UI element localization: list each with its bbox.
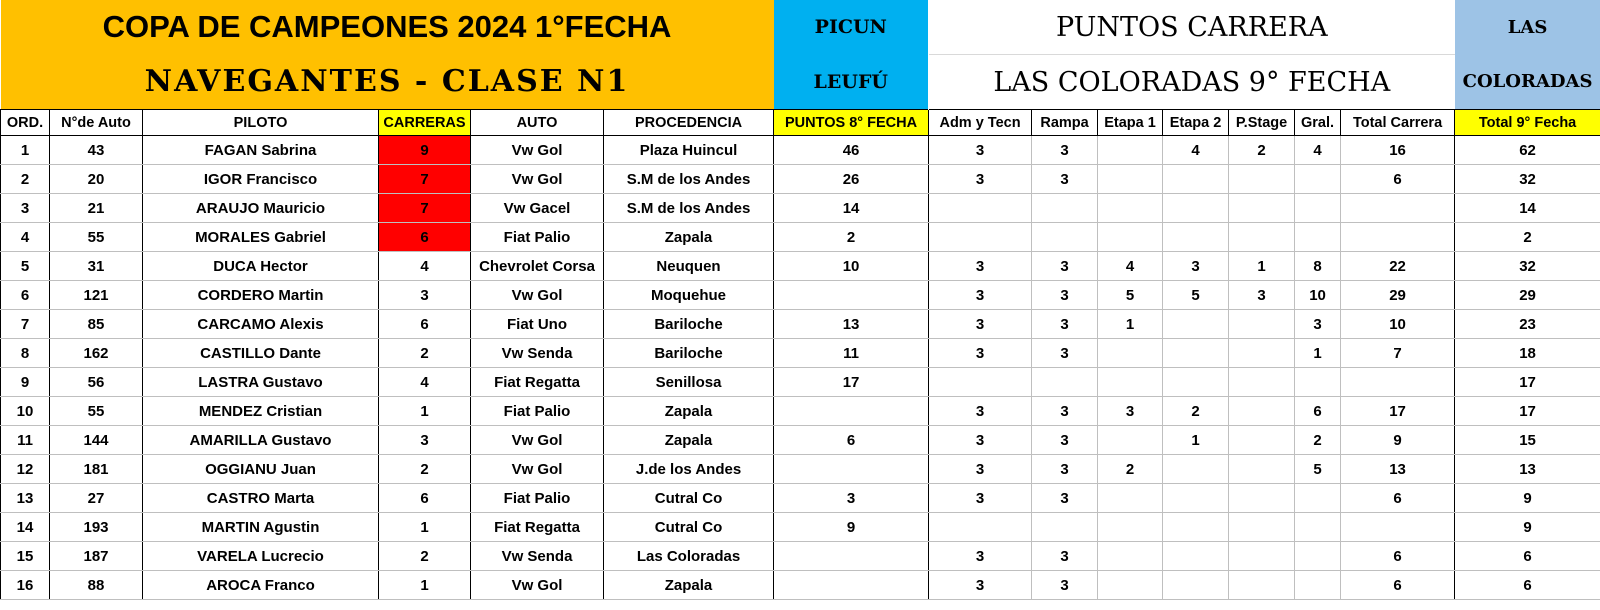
las-label-bottom: COLORADAS xyxy=(1455,55,1600,110)
cell-ord: 3 xyxy=(1,194,50,223)
cell-rampa: 3 xyxy=(1032,455,1098,484)
cell-auto: Vw Gol xyxy=(471,281,604,310)
cell-adm-tecn: 3 xyxy=(929,571,1032,600)
cell-auto-num: 121 xyxy=(50,281,143,310)
cell-p-stage xyxy=(1229,368,1295,397)
cell-carreras: 2 xyxy=(379,339,471,368)
cell-total-carrera: 6 xyxy=(1341,571,1455,600)
cell-total-carrera xyxy=(1341,513,1455,542)
cell-etapa-2 xyxy=(1163,223,1229,252)
cell-rampa: 3 xyxy=(1032,339,1098,368)
cell-puntos-8-fecha: 6 xyxy=(774,426,929,455)
cell-carreras: 6 xyxy=(379,310,471,339)
cell-carreras: 4 xyxy=(379,368,471,397)
cell-procedencia: Zapala xyxy=(604,571,774,600)
cell-rampa: 3 xyxy=(1032,571,1098,600)
cell-rampa xyxy=(1032,223,1098,252)
cell-rampa: 3 xyxy=(1032,542,1098,571)
cell-puntos-8-fecha: 17 xyxy=(774,368,929,397)
table-row xyxy=(1,513,1600,542)
cell-ord: 5 xyxy=(1,252,50,281)
cell-etapa-1: 4 xyxy=(1098,252,1163,281)
cell-ord: 1 xyxy=(1,136,50,165)
las-label-top: LAS xyxy=(1455,0,1600,55)
cell-carreras: 1 xyxy=(379,571,471,600)
cell-total-carrera: 10 xyxy=(1341,310,1455,339)
cell-adm-tecn: 3 xyxy=(929,484,1032,513)
table-row xyxy=(1,281,1600,310)
cell-auto-num: 55 xyxy=(50,223,143,252)
cell-total-9-fecha: 32 xyxy=(1455,252,1600,281)
cell-procedencia: Zapala xyxy=(604,397,774,426)
column-header-row xyxy=(1,110,1600,136)
cell-rampa: 3 xyxy=(1032,397,1098,426)
table-row xyxy=(1,426,1600,455)
cell-adm-tecn: 3 xyxy=(929,310,1032,339)
cell-carreras: 4 xyxy=(379,252,471,281)
cell-procedencia: Cutral Co xyxy=(604,484,774,513)
cell-procedencia: Bariloche xyxy=(604,339,774,368)
cell-gral: 5 xyxy=(1295,455,1341,484)
cell-piloto: CARCAMO Alexis xyxy=(143,310,379,339)
cell-piloto: CASTRO Marta xyxy=(143,484,379,513)
cell-puntos-8-fecha: 2 xyxy=(774,223,929,252)
cell-gral xyxy=(1295,368,1341,397)
cell-auto: Vw Gol xyxy=(471,571,604,600)
cell-puntos-8-fecha xyxy=(774,281,929,310)
cell-adm-tecn xyxy=(929,223,1032,252)
cell-puntos-8-fecha xyxy=(774,571,929,600)
cell-gral: 2 xyxy=(1295,426,1341,455)
cell-piloto: VARELA Lucrecio xyxy=(143,542,379,571)
cell-procedencia: Neuquen xyxy=(604,252,774,281)
cell-auto-num: 55 xyxy=(50,397,143,426)
cell-total-9-fecha: 6 xyxy=(1455,542,1600,571)
cell-p-stage xyxy=(1229,339,1295,368)
cell-total-9-fecha: 15 xyxy=(1455,426,1600,455)
cell-puntos-8-fecha: 14 xyxy=(774,194,929,223)
cell-auto: Vw Gol xyxy=(471,455,604,484)
cell-auto-num: 187 xyxy=(50,542,143,571)
cell-p-stage xyxy=(1229,310,1295,339)
table-row xyxy=(1,339,1600,368)
cell-etapa-2 xyxy=(1163,484,1229,513)
cell-ord: 4 xyxy=(1,223,50,252)
cell-puntos-8-fecha xyxy=(774,542,929,571)
cell-adm-tecn: 3 xyxy=(929,455,1032,484)
col-puntos-8-fecha: PUNTOS 8° FECHA xyxy=(774,110,929,136)
table-row xyxy=(1,368,1600,397)
cell-etapa-1: 2 xyxy=(1098,455,1163,484)
cell-auto-num: 88 xyxy=(50,571,143,600)
cell-etapa-1 xyxy=(1098,484,1163,513)
cell-carreras: 9 xyxy=(379,136,471,165)
col-total-carrera: Total Carrera xyxy=(1341,110,1455,136)
col-auto-num: N°de Auto xyxy=(50,110,143,136)
cell-etapa-1 xyxy=(1098,368,1163,397)
cell-etapa-2: 5 xyxy=(1163,281,1229,310)
cell-total-carrera: 22 xyxy=(1341,252,1455,281)
cell-auto-num: 162 xyxy=(50,339,143,368)
cell-procedencia: Moquehue xyxy=(604,281,774,310)
cell-gral: 3 xyxy=(1295,310,1341,339)
cell-carreras: 3 xyxy=(379,281,471,310)
cell-carreras: 2 xyxy=(379,542,471,571)
cell-procedencia: Las Coloradas xyxy=(604,542,774,571)
cell-etapa-1 xyxy=(1098,571,1163,600)
cell-p-stage: 2 xyxy=(1229,136,1295,165)
cell-adm-tecn xyxy=(929,368,1032,397)
cell-total-9-fecha: 17 xyxy=(1455,368,1600,397)
cell-total-carrera: 29 xyxy=(1341,281,1455,310)
cell-gral xyxy=(1295,194,1341,223)
cell-auto-num: 144 xyxy=(50,426,143,455)
cell-ord: 11 xyxy=(1,426,50,455)
col-rampa: Rampa xyxy=(1032,110,1098,136)
table-row xyxy=(1,310,1600,339)
cell-carreras: 1 xyxy=(379,513,471,542)
cell-etapa-1 xyxy=(1098,339,1163,368)
cell-adm-tecn: 3 xyxy=(929,281,1032,310)
cell-puntos-8-fecha: 3 xyxy=(774,484,929,513)
cell-piloto: AROCA Franco xyxy=(143,571,379,600)
cell-total-9-fecha: 14 xyxy=(1455,194,1600,223)
cell-etapa-2 xyxy=(1163,368,1229,397)
cell-total-carrera: 9 xyxy=(1341,426,1455,455)
cell-rampa: 3 xyxy=(1032,484,1098,513)
cell-ord: 6 xyxy=(1,281,50,310)
cell-ord: 7 xyxy=(1,310,50,339)
cell-auto-num: 20 xyxy=(50,165,143,194)
table-row xyxy=(1,455,1600,484)
cell-total-9-fecha: 29 xyxy=(1455,281,1600,310)
cell-etapa-2 xyxy=(1163,165,1229,194)
cell-puntos-8-fecha: 13 xyxy=(774,310,929,339)
cell-auto-num: 85 xyxy=(50,310,143,339)
cell-rampa: 3 xyxy=(1032,310,1098,339)
col-procedencia: PROCEDENCIA xyxy=(604,110,774,136)
cell-total-9-fecha: 13 xyxy=(1455,455,1600,484)
cell-p-stage xyxy=(1229,223,1295,252)
cell-piloto: AMARILLA Gustavo xyxy=(143,426,379,455)
cell-etapa-2 xyxy=(1163,571,1229,600)
cell-adm-tecn: 3 xyxy=(929,397,1032,426)
cell-ord: 8 xyxy=(1,339,50,368)
cell-gral xyxy=(1295,223,1341,252)
cell-ord: 13 xyxy=(1,484,50,513)
cell-piloto: CORDERO Martin xyxy=(143,281,379,310)
cell-gral: 1 xyxy=(1295,339,1341,368)
cell-rampa xyxy=(1032,513,1098,542)
cell-gral: 10 xyxy=(1295,281,1341,310)
cell-total-carrera: 7 xyxy=(1341,339,1455,368)
cell-ord: 12 xyxy=(1,455,50,484)
cell-auto-num: 21 xyxy=(50,194,143,223)
table-row xyxy=(1,484,1600,513)
cell-piloto: LASTRA Gustavo xyxy=(143,368,379,397)
cell-puntos-8-fecha: 26 xyxy=(774,165,929,194)
cell-procedencia: Cutral Co xyxy=(604,513,774,542)
cell-total-9-fecha: 18 xyxy=(1455,339,1600,368)
cell-total-carrera: 13 xyxy=(1341,455,1455,484)
cell-total-carrera xyxy=(1341,223,1455,252)
cell-ord: 15 xyxy=(1,542,50,571)
cell-procedencia: Zapala xyxy=(604,223,774,252)
cell-gral xyxy=(1295,542,1341,571)
cell-total-9-fecha: 6 xyxy=(1455,571,1600,600)
cell-procedencia: S.M de los Andes xyxy=(604,194,774,223)
cell-etapa-1 xyxy=(1098,223,1163,252)
cell-puntos-8-fecha: 46 xyxy=(774,136,929,165)
table-row xyxy=(1,136,1600,165)
cell-ord: 9 xyxy=(1,368,50,397)
cell-piloto: MORALES Gabriel xyxy=(143,223,379,252)
cell-adm-tecn xyxy=(929,513,1032,542)
cell-etapa-1 xyxy=(1098,165,1163,194)
cell-carreras: 2 xyxy=(379,455,471,484)
cell-auto-num: 43 xyxy=(50,136,143,165)
cell-total-9-fecha: 2 xyxy=(1455,223,1600,252)
cell-p-stage xyxy=(1229,426,1295,455)
cell-ord: 2 xyxy=(1,165,50,194)
cell-gral: 4 xyxy=(1295,136,1341,165)
cell-auto: Vw Gol xyxy=(471,426,604,455)
cell-ord: 16 xyxy=(1,571,50,600)
cell-rampa: 3 xyxy=(1032,426,1098,455)
cell-etapa-2 xyxy=(1163,194,1229,223)
cell-etapa-2 xyxy=(1163,455,1229,484)
cell-total-9-fecha: 17 xyxy=(1455,397,1600,426)
title-line-1: COPA DE CAMPEONES 2024 1°FECHA xyxy=(1,0,774,55)
cell-etapa-2: 3 xyxy=(1163,252,1229,281)
table-row xyxy=(1,252,1600,281)
cell-carreras: 3 xyxy=(379,426,471,455)
cell-rampa: 3 xyxy=(1032,165,1098,194)
cell-total-9-fecha: 62 xyxy=(1455,136,1600,165)
cell-etapa-1 xyxy=(1098,426,1163,455)
cell-total-9-fecha: 23 xyxy=(1455,310,1600,339)
cell-adm-tecn: 3 xyxy=(929,426,1032,455)
cell-etapa-1: 1 xyxy=(1098,310,1163,339)
col-carreras: CARRERAS xyxy=(379,110,471,136)
puntos-carrera-heading: PUNTOS CARRERA xyxy=(929,0,1455,55)
cell-p-stage xyxy=(1229,513,1295,542)
cell-etapa-1 xyxy=(1098,542,1163,571)
cell-ord: 14 xyxy=(1,513,50,542)
col-etapa-1: Etapa 1 xyxy=(1098,110,1163,136)
cell-piloto: DUCA Hector xyxy=(143,252,379,281)
cell-etapa-2: 2 xyxy=(1163,397,1229,426)
cell-etapa-1: 3 xyxy=(1098,397,1163,426)
cell-puntos-8-fecha: 9 xyxy=(774,513,929,542)
col-piloto: PILOTO xyxy=(143,110,379,136)
col-adm-tecn: Adm y Tecn xyxy=(929,110,1032,136)
table-row xyxy=(1,223,1600,252)
standings-rows xyxy=(1,136,1600,600)
cell-auto-num: 27 xyxy=(50,484,143,513)
cell-gral: 8 xyxy=(1295,252,1341,281)
cell-auto-num: 181 xyxy=(50,455,143,484)
cell-auto: Fiat Palio xyxy=(471,223,604,252)
table-row xyxy=(1,165,1600,194)
picun-label-bottom: LEUFÚ xyxy=(774,55,929,110)
cell-adm-tecn: 3 xyxy=(929,339,1032,368)
cell-rampa: 3 xyxy=(1032,281,1098,310)
col-gral: Gral. xyxy=(1295,110,1341,136)
cell-auto-num: 31 xyxy=(50,252,143,281)
cell-auto: Vw Senda xyxy=(471,339,604,368)
cell-total-carrera: 16 xyxy=(1341,136,1455,165)
cell-etapa-2: 4 xyxy=(1163,136,1229,165)
cell-piloto: MARTIN Agustin xyxy=(143,513,379,542)
cell-total-carrera: 17 xyxy=(1341,397,1455,426)
cell-gral xyxy=(1295,165,1341,194)
table-row xyxy=(1,397,1600,426)
cell-auto: Fiat Uno xyxy=(471,310,604,339)
cell-adm-tecn: 3 xyxy=(929,542,1032,571)
cell-etapa-2: 1 xyxy=(1163,426,1229,455)
cell-total-carrera: 6 xyxy=(1341,484,1455,513)
cell-procedencia: S.M de los Andes xyxy=(604,165,774,194)
cell-adm-tecn xyxy=(929,194,1032,223)
cell-auto: Fiat Palio xyxy=(471,484,604,513)
cell-total-9-fecha: 9 xyxy=(1455,513,1600,542)
cell-p-stage: 3 xyxy=(1229,281,1295,310)
cell-auto: Vw Gacel xyxy=(471,194,604,223)
cell-puntos-8-fecha: 11 xyxy=(774,339,929,368)
table-row xyxy=(1,194,1600,223)
cell-adm-tecn: 3 xyxy=(929,165,1032,194)
cell-piloto: IGOR Francisco xyxy=(143,165,379,194)
cell-etapa-1 xyxy=(1098,513,1163,542)
cell-piloto: ARAUJO Mauricio xyxy=(143,194,379,223)
cell-etapa-2 xyxy=(1163,310,1229,339)
table-row xyxy=(1,542,1600,571)
col-p-stage: P.Stage xyxy=(1229,110,1295,136)
cell-puntos-8-fecha: 10 xyxy=(774,252,929,281)
col-ord: ORD. xyxy=(1,110,50,136)
cell-auto: Fiat Regatta xyxy=(471,513,604,542)
cell-carreras: 7 xyxy=(379,194,471,223)
cell-auto: Chevrolet Corsa xyxy=(471,252,604,281)
cell-p-stage xyxy=(1229,571,1295,600)
cell-piloto: FAGAN Sabrina xyxy=(143,136,379,165)
cell-p-stage xyxy=(1229,397,1295,426)
cell-gral: 6 xyxy=(1295,397,1341,426)
cell-rampa xyxy=(1032,368,1098,397)
cell-piloto: MENDEZ Cristian xyxy=(143,397,379,426)
cell-gral xyxy=(1295,571,1341,600)
cell-puntos-8-fecha xyxy=(774,397,929,426)
cell-piloto: OGGIANU Juan xyxy=(143,455,379,484)
cell-carreras: 7 xyxy=(379,165,471,194)
cell-rampa: 3 xyxy=(1032,252,1098,281)
cell-gral xyxy=(1295,513,1341,542)
cell-carreras: 6 xyxy=(379,484,471,513)
cell-total-carrera xyxy=(1341,194,1455,223)
cell-procedencia: Bariloche xyxy=(604,310,774,339)
col-auto: AUTO xyxy=(471,110,604,136)
cell-p-stage: 1 xyxy=(1229,252,1295,281)
cell-total-9-fecha: 32 xyxy=(1455,165,1600,194)
cell-auto: Fiat Regatta xyxy=(471,368,604,397)
cell-etapa-2 xyxy=(1163,513,1229,542)
cell-ord: 10 xyxy=(1,397,50,426)
cell-auto: Fiat Palio xyxy=(471,397,604,426)
cell-auto: Vw Senda xyxy=(471,542,604,571)
cell-p-stage xyxy=(1229,542,1295,571)
cell-procedencia: Zapala xyxy=(604,426,774,455)
cell-etapa-1 xyxy=(1098,136,1163,165)
picun-label-top: PICUN xyxy=(774,0,929,55)
col-etapa-2: Etapa 2 xyxy=(1163,110,1229,136)
title-line-2: NAVEGANTES - CLASE N1 xyxy=(1,55,774,110)
cell-gral xyxy=(1295,484,1341,513)
cell-carreras: 1 xyxy=(379,397,471,426)
cell-procedencia: Plaza Huincul xyxy=(604,136,774,165)
cell-procedencia: J.de los Andes xyxy=(604,455,774,484)
cell-etapa-2 xyxy=(1163,542,1229,571)
cell-puntos-8-fecha xyxy=(774,455,929,484)
cell-p-stage xyxy=(1229,165,1295,194)
cell-adm-tecn: 3 xyxy=(929,136,1032,165)
col-total-9-fecha: Total 9° Fecha xyxy=(1455,110,1600,136)
cell-total-carrera: 6 xyxy=(1341,165,1455,194)
cell-carreras: 6 xyxy=(379,223,471,252)
cell-auto-num: 56 xyxy=(50,368,143,397)
cell-p-stage xyxy=(1229,194,1295,223)
las-coloradas-fecha-heading: LAS COLORADAS 9° FECHA xyxy=(929,55,1455,110)
cell-total-9-fecha: 9 xyxy=(1455,484,1600,513)
cell-p-stage xyxy=(1229,484,1295,513)
cell-p-stage xyxy=(1229,455,1295,484)
cell-adm-tecn: 3 xyxy=(929,252,1032,281)
cell-etapa-1: 5 xyxy=(1098,281,1163,310)
cell-etapa-2 xyxy=(1163,339,1229,368)
cell-procedencia: Senillosa xyxy=(604,368,774,397)
cell-auto: Vw Gol xyxy=(471,136,604,165)
cell-total-carrera: 6 xyxy=(1341,542,1455,571)
cell-rampa: 3 xyxy=(1032,136,1098,165)
cell-piloto: CASTILLO Dante xyxy=(143,339,379,368)
cell-rampa xyxy=(1032,194,1098,223)
cell-etapa-1 xyxy=(1098,194,1163,223)
table-row xyxy=(1,571,1600,600)
cell-auto-num: 193 xyxy=(50,513,143,542)
cell-auto: Vw Gol xyxy=(471,165,604,194)
cell-total-carrera xyxy=(1341,368,1455,397)
